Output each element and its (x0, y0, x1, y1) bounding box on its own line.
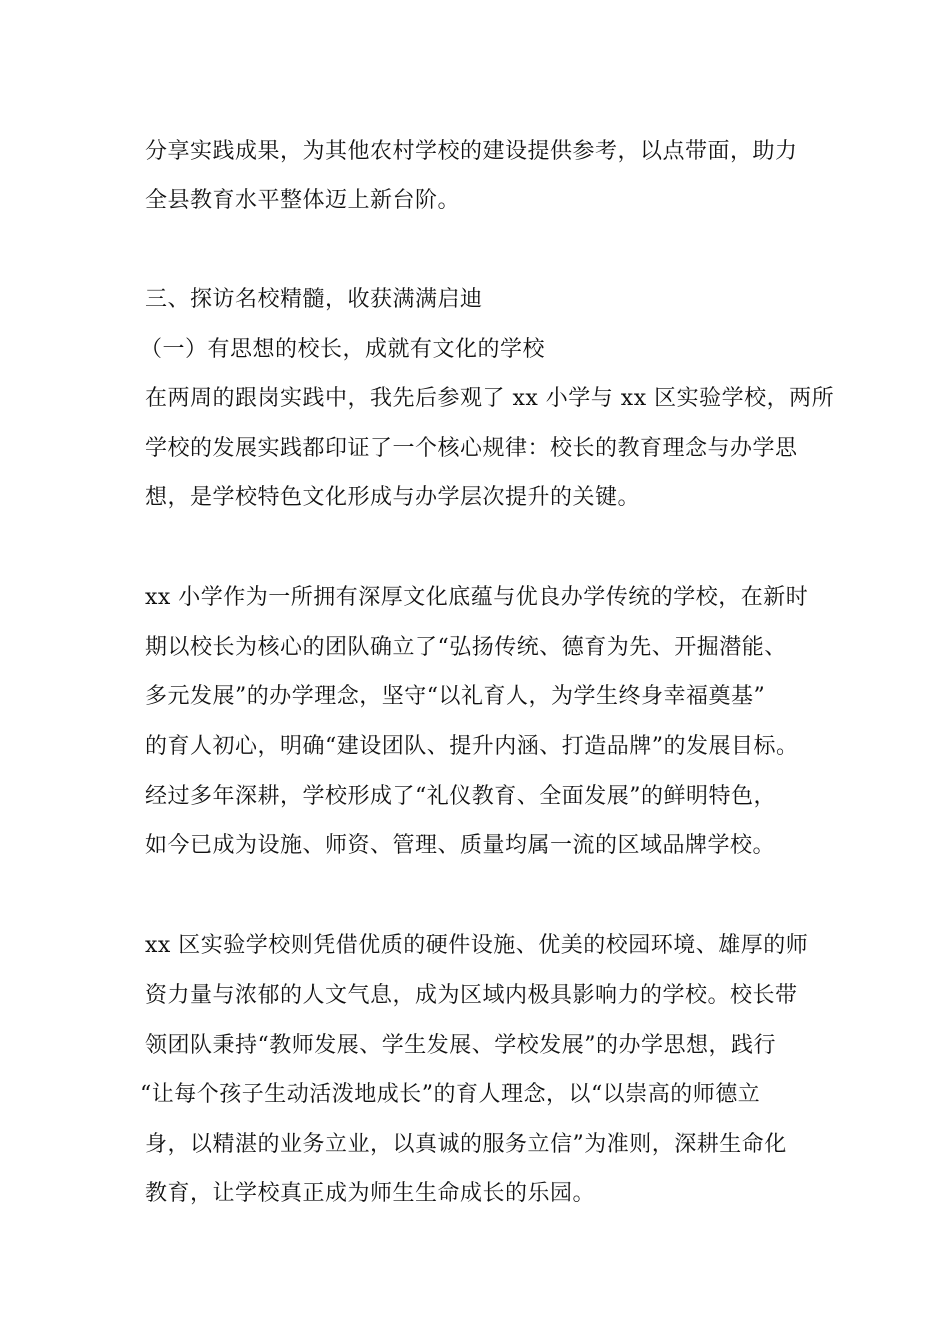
text-line: 学校的发展实践都印证了一个核心规律：校长的教育理念与办学思 (145, 436, 798, 461)
text-line: 身，以精湛的业务立业，以真诚的服务立信”为准则，深耕生命化 (145, 1132, 787, 1157)
text-line: “让每个孩子生动活泼地成长”的育人理念，以“以崇高的师德立 (140, 1082, 761, 1107)
text-line: 全县教育水平整体迈上新台阶。 (145, 188, 461, 213)
text-line: 资力量与浓郁的人文气息，成为区域内极具影响力的学校。校长带 (145, 983, 798, 1008)
subsection-heading: （一）有思想的校长，成就有文化的学校 (140, 337, 546, 362)
text-line: xx 区实验学校则凭借优质的硬件设施、优美的校园环境、雄厚的师 (145, 933, 809, 958)
text-line: 领团队秉持“教师发展、学生发展、学校发展”的办学思想，践行 (145, 1033, 776, 1058)
text-line: 分享实践成果，为其他农村学校的建设提供参考，以点带面，助力 (145, 139, 798, 164)
section-heading: 三、探访名校精髓，收获满满启迪 (145, 287, 483, 312)
text-line: 的育人初心，明确“建设团队、提升内涵、打造品牌”的发展目标。 (145, 734, 799, 759)
text-line: xx 小学作为一所拥有深厚文化底蕴与优良办学传统的学校，在新时 (145, 585, 809, 610)
text-line: 想，是学校特色文化形成与办学层次提升的关键。 (145, 485, 641, 510)
text-line: 教育，让学校真正成为师生生命成长的乐园。 (145, 1181, 596, 1206)
text-line: 在两周的跟岗实践中，我先后参观了 xx 小学与 xx 区实验学校，两所 (145, 386, 835, 411)
text-line: 如今已成为设施、师资、管理、质量均属一流的区域品牌学校。 (145, 833, 776, 858)
text-line: 期以校长为核心的团队确立了“弘扬传统、德育为先、开掘潜能、 (145, 635, 787, 660)
text-line: 多元发展”的办学理念，坚守“以礼育人，为学生终身幸福奠基” (145, 684, 766, 709)
text-line: 经过多年深耕，学校形成了“礼仪教育、全面发展”的鲜明特色， (145, 784, 776, 809)
